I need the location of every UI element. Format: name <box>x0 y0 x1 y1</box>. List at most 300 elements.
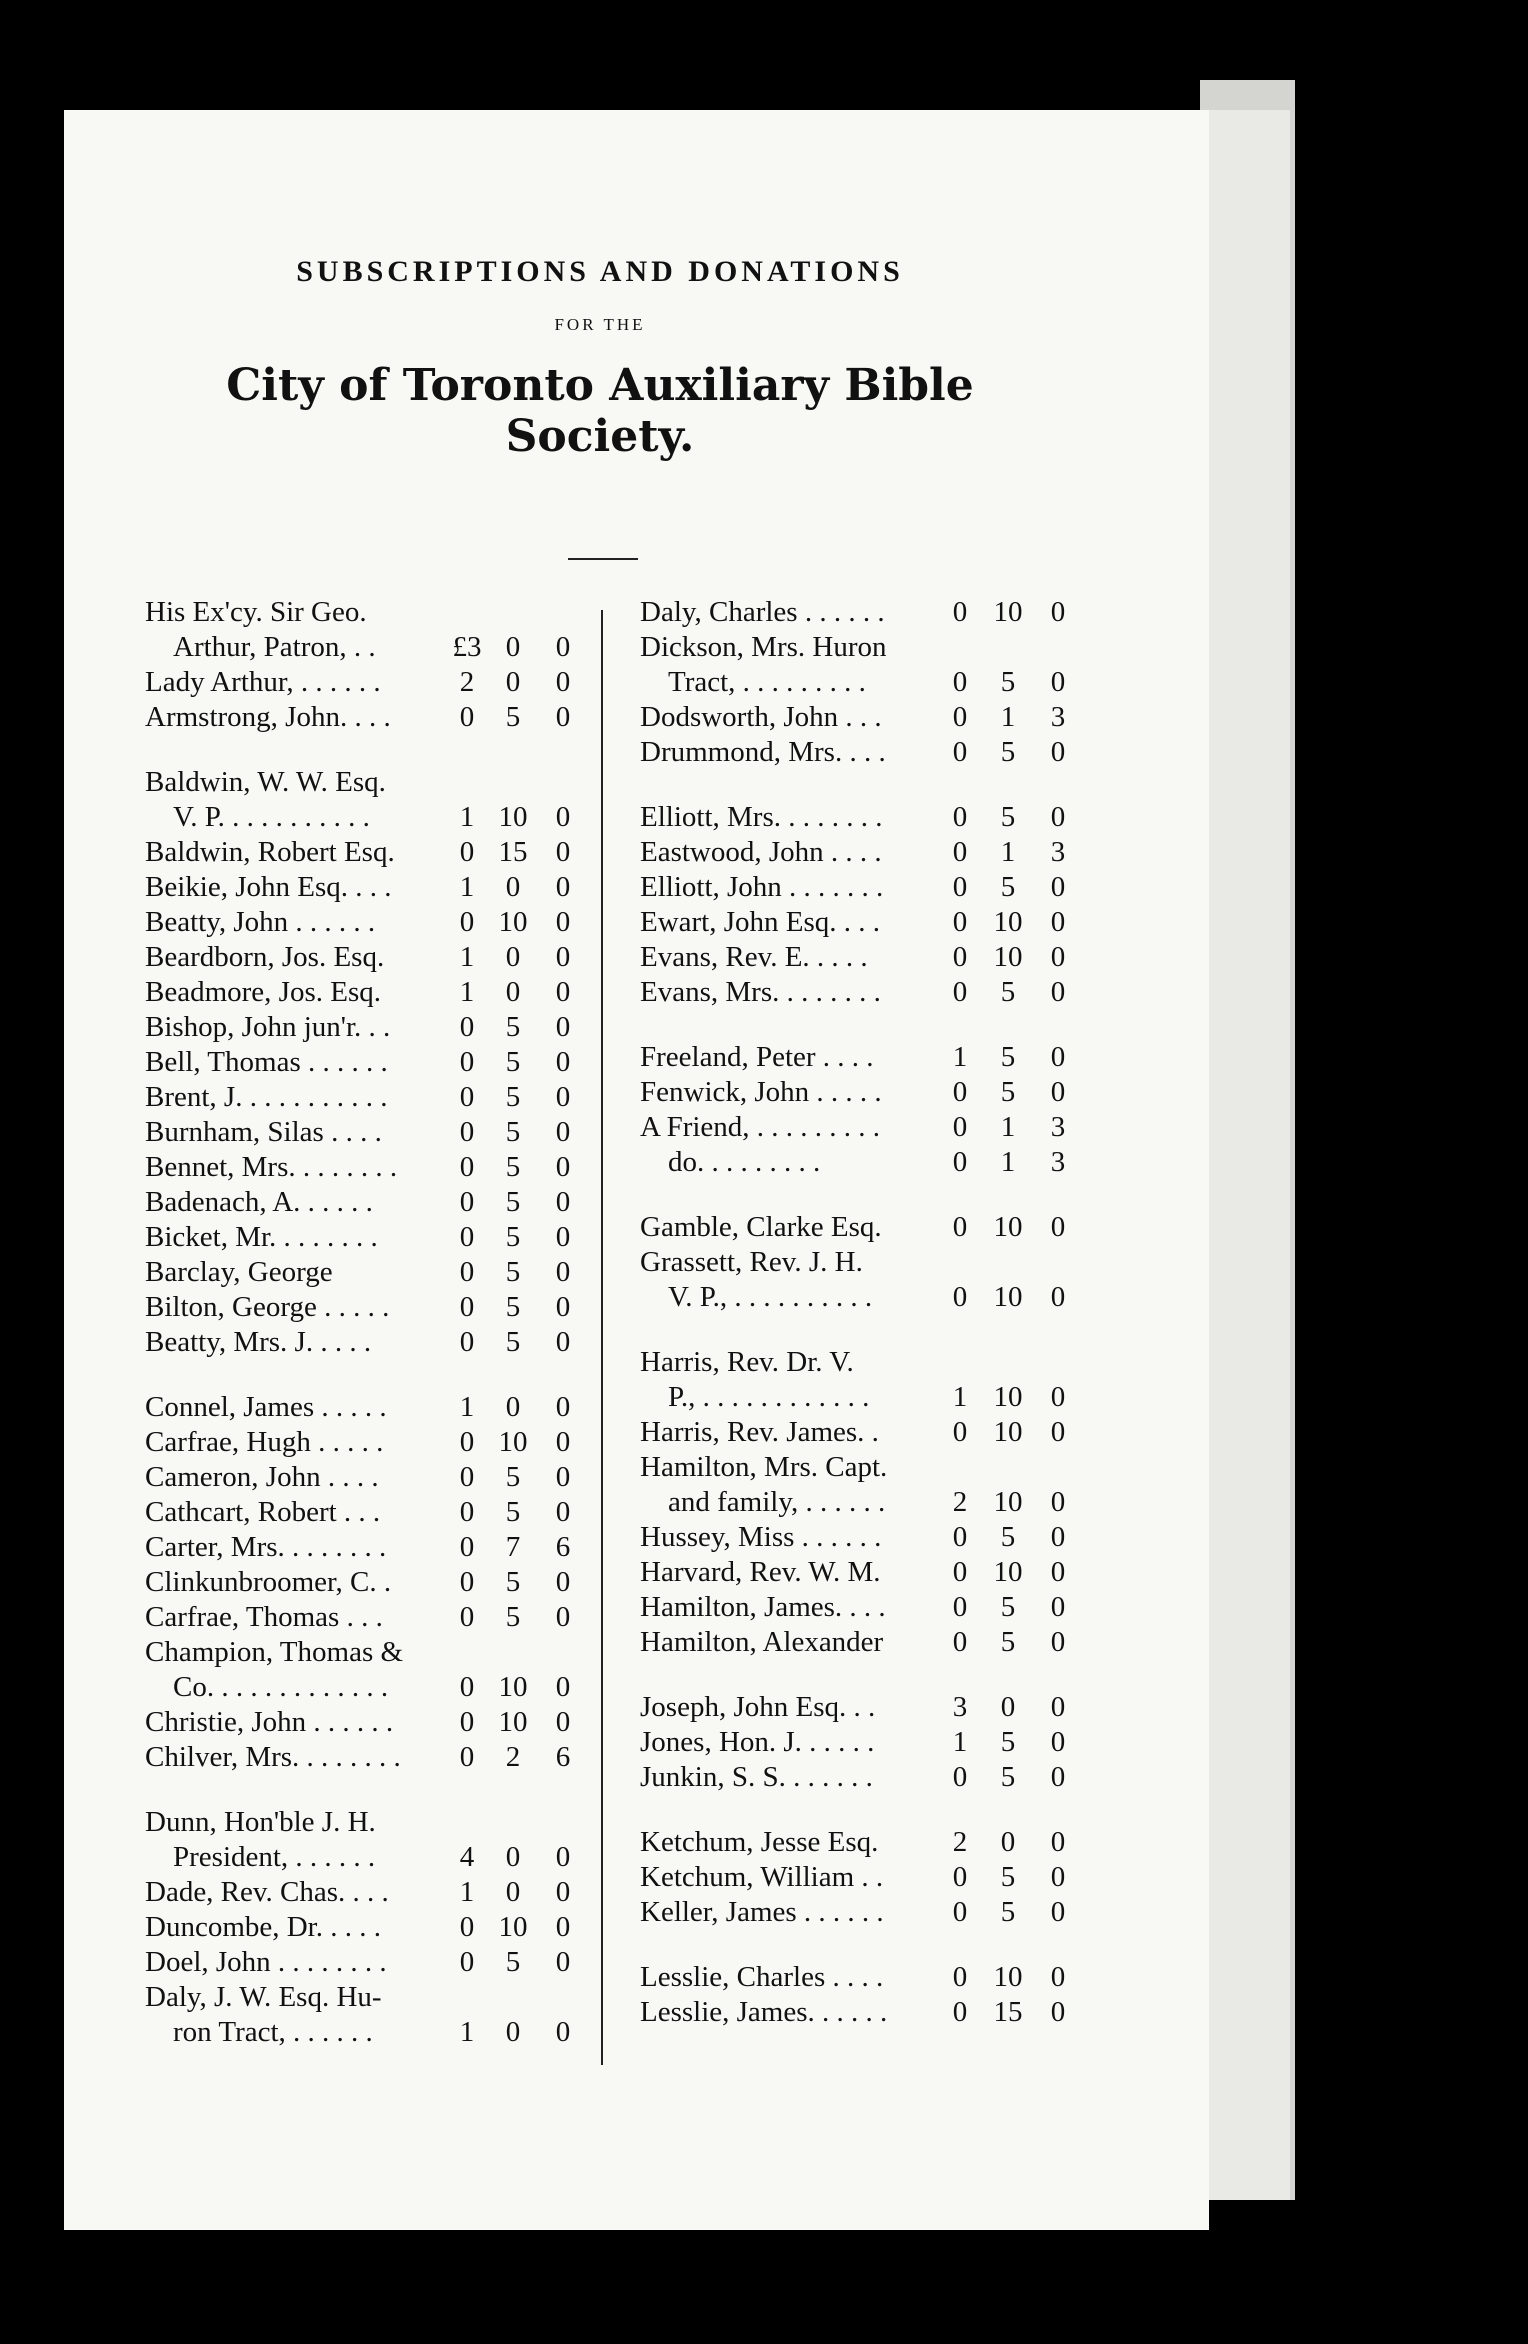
pounds-amount: 0 <box>459 1151 475 1183</box>
shillings-amount: 5 <box>1000 871 1016 903</box>
pounds-amount: 0 <box>459 1946 475 1978</box>
pence-amount: 0 <box>555 1841 571 1873</box>
pence-amount: 0 <box>555 1046 571 1078</box>
pence-amount: 0 <box>555 801 571 833</box>
subscriber-row <box>640 1245 1090 1280</box>
subscriber-name: Beikie, John Esq. . . . <box>145 871 392 903</box>
subscriber-name: and family, . . . . . . <box>668 1486 886 1518</box>
pence-amount: 0 <box>555 631 571 663</box>
pounds-amount: 0 <box>459 1256 475 1288</box>
pence-amount: 0 <box>1050 801 1066 833</box>
subscriber-row <box>640 1590 1090 1625</box>
pounds-amount: 1 <box>459 2016 475 2048</box>
shillings-amount: 5 <box>1000 976 1016 1008</box>
shillings-amount: 0 <box>505 2016 521 2048</box>
pounds-amount: 0 <box>952 836 968 868</box>
subscriber-row <box>145 1670 585 1705</box>
pence-amount: 0 <box>555 1221 571 1253</box>
pence-amount: 0 <box>1050 1961 1066 1993</box>
subscriber-name: Bilton, George . . . . . <box>145 1291 390 1323</box>
subscriber-row <box>640 1485 1090 1520</box>
shillings-amount: 10 <box>498 801 528 833</box>
pence-amount: 0 <box>1050 1381 1066 1413</box>
pence-amount: 0 <box>555 871 571 903</box>
subscriber-name: Bell, Thomas . . . . . . <box>145 1046 388 1078</box>
subscriber-name: Daly, J. W. Esq. Hu- <box>145 1981 382 2013</box>
entry-group <box>640 1960 1090 2030</box>
subscriber-name: Baldwin, Robert Esq. <box>145 836 395 868</box>
shillings-amount: 10 <box>993 596 1023 628</box>
pence-amount: 0 <box>1050 1076 1066 1108</box>
subscriber-row <box>640 1380 1090 1415</box>
shillings-amount: 0 <box>505 1391 521 1423</box>
subscriber-row <box>145 1045 585 1080</box>
pence-amount: 0 <box>1050 1691 1066 1723</box>
pence-amount: 0 <box>555 1291 571 1323</box>
pounds-amount: 0 <box>459 1566 475 1598</box>
pounds-amount: 0 <box>952 1521 968 1553</box>
pence-amount: 0 <box>1050 906 1066 938</box>
shillings-amount: 10 <box>993 1556 1023 1588</box>
shillings-amount: 5 <box>1000 736 1016 768</box>
shillings-amount: 0 <box>505 941 521 973</box>
subscriber-row <box>145 870 585 905</box>
shillings-amount: 0 <box>505 976 521 1008</box>
pence-amount: 0 <box>555 1116 571 1148</box>
pence-amount: 0 <box>555 1011 571 1043</box>
subscriber-row <box>640 1690 1090 1725</box>
subscriber-name: Grassett, Rev. J. H. <box>640 1246 863 1278</box>
subscriber-row <box>640 1995 1090 2030</box>
pounds-amount: 0 <box>459 1671 475 1703</box>
subscriber-name: Ketchum, Jesse Esq. <box>640 1826 879 1858</box>
shillings-amount: 10 <box>498 906 528 938</box>
subscriber-row <box>640 1825 1090 1860</box>
pence-amount: 0 <box>555 941 571 973</box>
subscriber-name: Eastwood, John . . . . <box>640 836 882 868</box>
society-name: City of Toronto Auxiliary Bible Society. <box>226 360 974 462</box>
subscriber-name: Evans, Mrs. . . . . . . . <box>640 976 881 1008</box>
pounds-amount: 0 <box>952 801 968 833</box>
pence-amount: 0 <box>555 906 571 938</box>
subscriber-row <box>640 1960 1090 1995</box>
subscriber-row <box>640 1110 1090 1145</box>
subscriber-name: Bishop, John jun'r. . . <box>145 1011 391 1043</box>
entry-group <box>145 765 585 1360</box>
subscriber-name: Dade, Rev. Chas. . . . <box>145 1876 389 1908</box>
entry-group <box>640 800 1090 1010</box>
shillings-amount: 5 <box>505 1496 521 1528</box>
subscriber-row <box>145 1325 585 1360</box>
subscriber-name: V. P. . . . . . . . . . . <box>173 801 370 833</box>
pounds-amount: 0 <box>952 736 968 768</box>
pounds-amount: 0 <box>459 906 475 938</box>
subscriber-name: P., . . . . . . . . . . . . <box>668 1381 870 1413</box>
shillings-amount: 5 <box>1000 1726 1016 1758</box>
subscriber-row <box>145 835 585 870</box>
pence-amount: 0 <box>1050 1486 1066 1518</box>
pounds-amount: 0 <box>459 1011 475 1043</box>
shillings-amount: 5 <box>505 1566 521 1598</box>
subscriber-name: Connel, James . . . . . <box>145 1391 387 1423</box>
page-title: SUBSCRIPTIONS AND DONATIONS <box>296 255 904 288</box>
subscriber-name: Keller, James . . . . . . <box>640 1896 884 1928</box>
pence-amount: 0 <box>555 1461 571 1493</box>
entry-group <box>640 1040 1090 1180</box>
subscriber-row <box>640 1625 1090 1660</box>
pounds-amount: 0 <box>952 666 968 698</box>
pounds-amount: 0 <box>952 906 968 938</box>
subscriber-row <box>640 735 1090 770</box>
subscriber-name: Arthur, Patron, . . <box>173 631 376 663</box>
shillings-amount: 1 <box>1000 1111 1016 1143</box>
subscriber-row <box>640 1210 1090 1245</box>
entry-group <box>640 595 1090 770</box>
pence-amount: 0 <box>555 2016 571 2048</box>
subscriber-name: do. . . . . . . . . <box>668 1146 821 1178</box>
pence-amount: 0 <box>1050 1896 1066 1928</box>
pence-amount: 6 <box>555 1741 571 1773</box>
shillings-amount: 10 <box>498 1706 528 1738</box>
shillings-amount: 0 <box>1000 1826 1016 1858</box>
pounds-amount: 0 <box>459 701 475 733</box>
pounds-amount: 0 <box>459 1291 475 1323</box>
shillings-amount: 0 <box>505 1876 521 1908</box>
subscriber-row <box>640 665 1090 700</box>
pence-amount: 0 <box>555 1256 571 1288</box>
pence-amount: 0 <box>555 1601 571 1633</box>
pounds-amount: 2 <box>952 1826 968 1858</box>
shillings-amount: 0 <box>505 666 521 698</box>
pounds-amount: 0 <box>952 941 968 973</box>
pounds-amount: 1 <box>952 1041 968 1073</box>
subscriber-name: Bicket, Mr. . . . . . . . <box>145 1221 378 1253</box>
shillings-amount: 10 <box>993 1211 1023 1243</box>
pounds-amount: 0 <box>459 1496 475 1528</box>
pounds-amount: 1 <box>952 1726 968 1758</box>
pounds-amount: 1 <box>952 1381 968 1413</box>
entry-group <box>640 1825 1090 1930</box>
subscriber-row <box>640 1345 1090 1380</box>
pounds-amount: 1 <box>459 1876 475 1908</box>
shillings-amount: 0 <box>505 871 521 903</box>
shillings-amount: 10 <box>993 1961 1023 1993</box>
subscriber-name: Hussey, Miss . . . . . . <box>640 1521 882 1553</box>
pence-amount: 0 <box>555 1911 571 1943</box>
pounds-amount: 0 <box>459 1426 475 1458</box>
shillings-amount: 5 <box>505 1011 521 1043</box>
pence-amount: 0 <box>555 1706 571 1738</box>
subscriber-name: Dodsworth, John . . . <box>640 701 882 733</box>
pounds-amount: 0 <box>952 701 968 733</box>
subscriber-name: Beadmore, Jos. Esq. <box>145 976 381 1008</box>
shillings-amount: 10 <box>993 1381 1023 1413</box>
shillings-amount: 5 <box>1000 1626 1016 1658</box>
shillings-amount: 5 <box>505 1946 521 1978</box>
pence-amount: 0 <box>1050 1826 1066 1858</box>
subscriber-row <box>640 1895 1090 1930</box>
subscriber-name: Jones, Hon. J. . . . . . <box>640 1726 875 1758</box>
pence-amount: 6 <box>555 1531 571 1563</box>
pounds-amount: 0 <box>952 1076 968 1108</box>
subscriber-row <box>145 1910 585 1945</box>
subscriber-row <box>640 1040 1090 1075</box>
pence-amount: 0 <box>1050 736 1066 768</box>
shillings-amount: 5 <box>505 1186 521 1218</box>
shillings-amount: 5 <box>1000 1861 1016 1893</box>
shillings-amount: 10 <box>993 941 1023 973</box>
subscriber-name: Drummond, Mrs. . . . <box>640 736 886 768</box>
shillings-amount: 7 <box>505 1531 521 1563</box>
shillings-amount: 2 <box>505 1741 521 1773</box>
subscriber-row <box>145 1945 585 1980</box>
subscriber-row <box>640 870 1090 905</box>
subscriber-row <box>640 1280 1090 1315</box>
pounds-amount: 0 <box>459 1461 475 1493</box>
pence-amount: 0 <box>555 1186 571 1218</box>
subscriber-name: Clinkunbroomer, C. . <box>145 1566 392 1598</box>
shillings-amount: 5 <box>505 1291 521 1323</box>
subscriber-name: Carter, Mrs. . . . . . . . <box>145 1531 387 1563</box>
subscriber-name: Joseph, John Esq. . . <box>640 1691 876 1723</box>
subscriber-row <box>145 1980 585 2015</box>
subscriber-row <box>145 1220 585 1255</box>
subscriber-row <box>640 1725 1090 1760</box>
subscriber-row <box>145 1115 585 1150</box>
pence-amount: 0 <box>1050 1761 1066 1793</box>
pence-amount: 0 <box>1050 1626 1066 1658</box>
pounds-amount: 0 <box>459 1706 475 1738</box>
shillings-amount: 10 <box>498 1671 528 1703</box>
shillings-amount: 1 <box>1000 701 1016 733</box>
pounds-amount: 0 <box>459 1221 475 1253</box>
subscriber-row <box>640 800 1090 835</box>
subscriber-row <box>145 665 585 700</box>
subscriber-row <box>640 1415 1090 1450</box>
pounds-amount: 0 <box>952 1281 968 1313</box>
subscriber-row <box>640 630 1090 665</box>
subscriber-row <box>145 800 585 835</box>
shillings-amount: 5 <box>505 1256 521 1288</box>
pounds-amount: 0 <box>952 1896 968 1928</box>
column-divider <box>601 610 603 2065</box>
pence-amount: 3 <box>1050 701 1066 733</box>
pounds-amount: 0 <box>952 1626 968 1658</box>
pounds-amount: 1 <box>459 941 475 973</box>
subscriber-row <box>145 1705 585 1740</box>
shillings-amount: 5 <box>1000 1521 1016 1553</box>
pounds-amount: 2 <box>459 666 475 698</box>
shillings-amount: 15 <box>993 1996 1023 2028</box>
pounds-amount: 0 <box>952 1111 968 1143</box>
entry-group <box>145 1805 585 2050</box>
subscriber-name: Hamilton, James. . . . <box>640 1591 886 1623</box>
subscriber-row <box>640 835 1090 870</box>
pounds-amount: 0 <box>459 836 475 868</box>
pence-amount: 0 <box>1050 1416 1066 1448</box>
shillings-amount: 5 <box>505 1046 521 1078</box>
pounds-amount: 0 <box>952 1556 968 1588</box>
pounds-amount: 0 <box>459 1046 475 1078</box>
subscriber-name: V. P., . . . . . . . . . . <box>668 1281 873 1313</box>
subscriber-row <box>145 1010 585 1045</box>
subscriber-row <box>145 975 585 1010</box>
subscriber-row <box>145 1185 585 1220</box>
shillings-amount: 0 <box>505 631 521 663</box>
pounds-amount: 0 <box>459 1081 475 1113</box>
subscriber-row <box>640 1555 1090 1590</box>
subscriber-name: Gamble, Clarke Esq. <box>640 1211 882 1243</box>
subscriber-row <box>145 1530 585 1565</box>
subscriber-row <box>640 1520 1090 1555</box>
pence-amount: 0 <box>1050 1556 1066 1588</box>
subscriber-name: His Ex'cy. Sir Geo. <box>145 596 367 628</box>
subscriber-name: Lesslie, James. . . . . . <box>640 1996 888 2028</box>
subscriber-name: Ewart, John Esq. . . . <box>640 906 881 938</box>
pence-amount: 0 <box>1050 666 1066 698</box>
subscriber-name: ron Tract, . . . . . . <box>173 2016 373 2048</box>
subscriber-name: Doel, John . . . . . . . . <box>145 1946 387 1978</box>
pounds-amount: 0 <box>952 1591 968 1623</box>
shillings-amount: 10 <box>993 1486 1023 1518</box>
subscriber-row <box>145 630 585 665</box>
pence-amount: 0 <box>555 666 571 698</box>
subscriber-name: Fenwick, John . . . . . <box>640 1076 882 1108</box>
pence-amount: 0 <box>1050 1211 1066 1243</box>
subscriber-row <box>145 1840 585 1875</box>
pence-amount: 3 <box>1050 1146 1066 1178</box>
pence-amount: 0 <box>1050 1861 1066 1893</box>
subscriber-row <box>145 1600 585 1635</box>
pounds-amount: 0 <box>952 1961 968 1993</box>
subscriber-name: Ketchum, William . . <box>640 1861 884 1893</box>
subscriber-row <box>640 700 1090 735</box>
shillings-amount: 5 <box>505 1116 521 1148</box>
subscriber-name: Baldwin, W. W. Esq. <box>145 766 386 798</box>
pence-amount: 0 <box>555 701 571 733</box>
shillings-amount: 5 <box>1000 1076 1016 1108</box>
pence-amount: 0 <box>555 976 571 1008</box>
subscriber-row <box>145 765 585 800</box>
subscriber-name: Cathcart, Robert . . . <box>145 1496 381 1528</box>
subscriber-row <box>640 1450 1090 1485</box>
pence-amount: 0 <box>1050 1041 1066 1073</box>
subscriber-row <box>145 1875 585 1910</box>
subscriber-row <box>640 595 1090 630</box>
pence-amount: 3 <box>1050 836 1066 868</box>
subscriber-name: Chilver, Mrs. . . . . . . . <box>145 1741 401 1773</box>
shillings-amount: 5 <box>505 1326 521 1358</box>
pounds-amount: 1 <box>459 1391 475 1423</box>
subscriber-row <box>145 1425 585 1460</box>
subscriber-row <box>145 1565 585 1600</box>
pounds-amount: 4 <box>459 1841 475 1873</box>
pence-amount: 0 <box>555 1391 571 1423</box>
subscriber-row <box>640 1145 1090 1180</box>
subscriber-name: Beatty, Mrs. J. . . . . <box>145 1326 372 1358</box>
pence-amount: 0 <box>555 836 571 868</box>
pence-amount: 0 <box>1050 941 1066 973</box>
subscriber-name: Daly, Charles . . . . . . <box>640 596 885 628</box>
pence-amount: 0 <box>1050 871 1066 903</box>
pence-amount: 0 <box>555 1566 571 1598</box>
subscriber-name: Carfrae, Hugh . . . . . <box>145 1426 384 1458</box>
pounds-amount: 0 <box>952 596 968 628</box>
subscriber-name: Elliott, John . . . . . . . <box>640 871 884 903</box>
subscriber-name: Harris, Rev. James. . <box>640 1416 879 1448</box>
entry-group <box>145 595 585 735</box>
subscriber-row <box>145 1150 585 1185</box>
subscriber-name: Junkin, S. S. . . . . . . <box>640 1761 873 1793</box>
pounds-amount: 0 <box>952 1146 968 1178</box>
pounds-amount: 1 <box>459 871 475 903</box>
shillings-amount: 5 <box>1000 1896 1016 1928</box>
pence-amount: 0 <box>1050 1591 1066 1623</box>
subscriber-name: Champion, Thomas & <box>145 1636 404 1668</box>
subscriber-row <box>145 1740 585 1775</box>
pounds-amount: 0 <box>952 1996 968 2028</box>
left-column <box>145 595 585 2080</box>
entry-group <box>145 1390 585 1775</box>
subscriber-name: Dunn, Hon'ble J. H. <box>145 1806 376 1838</box>
subscriber-name: A Friend, . . . . . . . . . <box>640 1111 881 1143</box>
subscriber-name: Burnham, Silas . . . . <box>145 1116 382 1148</box>
subscriber-name: Harvard, Rev. W. M. <box>640 1556 881 1588</box>
shillings-amount: 5 <box>1000 1761 1016 1793</box>
entry-group <box>640 1345 1090 1660</box>
subscriber-row <box>145 1495 585 1530</box>
pence-amount: 0 <box>555 1426 571 1458</box>
shillings-amount: 5 <box>1000 1041 1016 1073</box>
subscriber-name: Armstrong, John. . . . <box>145 701 391 733</box>
subscriber-row <box>145 700 585 735</box>
shillings-amount: 1 <box>1000 1146 1016 1178</box>
pence-amount: 0 <box>555 1946 571 1978</box>
subscriber-name: Barclay, George <box>145 1256 333 1288</box>
subscriber-name: Freeland, Peter . . . . <box>640 1041 874 1073</box>
pence-amount: 0 <box>555 1151 571 1183</box>
pounds-amount: 0 <box>952 1211 968 1243</box>
right-column <box>640 595 1090 2060</box>
subscriber-name: Carfrae, Thomas . . . <box>145 1601 383 1633</box>
pence-amount: 0 <box>1050 596 1066 628</box>
pence-amount: 0 <box>555 1671 571 1703</box>
subscriber-name: Dickson, Mrs. Huron <box>640 631 887 663</box>
pounds-amount: 3 <box>952 1691 968 1723</box>
pounds-amount: 0 <box>459 1116 475 1148</box>
shillings-amount: 10 <box>993 1416 1023 1448</box>
pounds-amount: 0 <box>459 1741 475 1773</box>
subscriber-row <box>640 1860 1090 1895</box>
pounds-amount: 0 <box>952 871 968 903</box>
pence-amount: 0 <box>1050 976 1066 1008</box>
subscriber-name: Beardborn, Jos. Esq. <box>145 941 385 973</box>
subscriber-name: Hamilton, Alexander <box>640 1626 884 1658</box>
subscriber-name: Elliott, Mrs. . . . . . . . <box>640 801 883 833</box>
pence-amount: 0 <box>1050 1996 1066 2028</box>
title-rule <box>568 558 638 560</box>
pence-amount: 0 <box>555 1326 571 1358</box>
pounds-amount: 1 <box>459 801 475 833</box>
pounds-amount: 0 <box>459 1326 475 1358</box>
subscriber-name: Bennet, Mrs. . . . . . . . <box>145 1151 398 1183</box>
subscriber-row <box>640 905 1090 940</box>
pounds-amount: 0 <box>459 1911 475 1943</box>
shillings-amount: 0 <box>1000 1691 1016 1723</box>
shillings-amount: 0 <box>505 1841 521 1873</box>
shillings-amount: 1 <box>1000 836 1016 868</box>
subscriber-row <box>640 975 1090 1010</box>
